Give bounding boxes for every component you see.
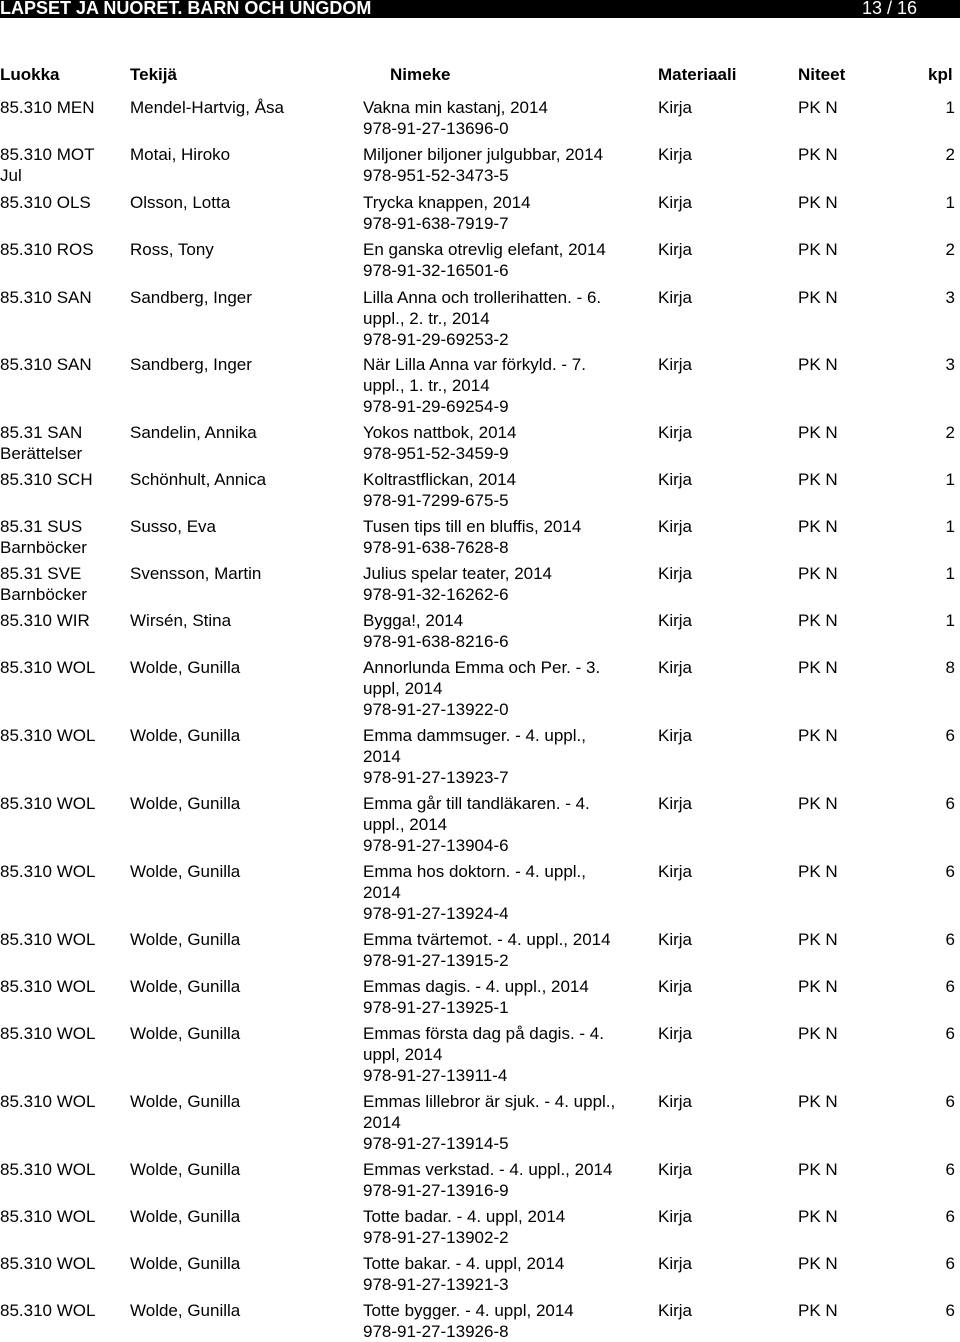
title	[363, 1206, 653, 1248]
title-line: Totte bygger. - 4. uppl, 2014	[363, 1301, 574, 1320]
class-code-line: 85.310 WOL	[0, 794, 96, 813]
class-code	[0, 469, 125, 490]
material: Kirja	[658, 1254, 693, 1273]
copies-location: PK N	[798, 862, 838, 881]
class-code-line: 85.310 ROS	[0, 240, 94, 259]
author: Schönhult, Annica	[130, 470, 267, 489]
material: Kirja	[658, 145, 693, 164]
author: Wolde, Gunilla	[130, 1254, 241, 1273]
class-code	[0, 861, 125, 882]
copies-location: PK N	[798, 794, 838, 813]
class-code	[0, 422, 125, 464]
author: Mendel-Hartvig, Åsa	[130, 98, 285, 117]
class-code	[0, 97, 125, 118]
author: Wirsén, Stina	[130, 611, 232, 630]
copies-count: 6	[945, 1207, 955, 1226]
author: Motai, Hiroko	[130, 145, 231, 164]
class-code-line: Barnböcker	[0, 538, 87, 557]
class-code-line: 85.310 WOL	[0, 1160, 96, 1179]
document-title: LAPSET JA NUORET. BARN OCH UNGDOM	[0, 0, 372, 18]
material: Kirja	[658, 564, 693, 583]
title-line: Totte badar. - 4. uppl, 2014	[363, 1207, 566, 1226]
copies-location: PK N	[798, 1301, 838, 1320]
title-line: 978-91-27-13926-8	[363, 1322, 509, 1341]
author: Wolde, Gunilla	[130, 1160, 241, 1179]
author: Wolde, Gunilla	[130, 1024, 241, 1043]
class-code-line: 85.310 WOL	[0, 1254, 96, 1273]
title-line: 978-951-52-3459-9	[363, 444, 509, 463]
copies-location: PK N	[798, 470, 838, 489]
class-code-line: 85.310 WOL	[0, 1301, 96, 1320]
copies-count: 6	[945, 1160, 955, 1179]
class-code	[0, 793, 125, 814]
class-code-line: 85.31 SUS	[0, 517, 83, 536]
title-line: uppl., 2. tr., 2014	[363, 309, 490, 328]
copies-location: PK N	[798, 193, 838, 212]
title-line: Emma hos doktorn. - 4. uppl.,	[363, 862, 586, 881]
copies-location: PK N	[798, 517, 838, 536]
column-header-materiaali: Materiaali	[658, 65, 737, 84]
copies-count: 6	[945, 977, 955, 996]
author: Svensson, Martin	[130, 564, 262, 583]
title-line: Yokos nattbok, 2014	[363, 423, 517, 442]
title	[363, 287, 653, 350]
class-code-line: 85.310 MOT	[0, 145, 95, 164]
title	[363, 516, 653, 558]
title-line: 978-91-32-16262-6	[363, 585, 509, 604]
class-code-line: 85.31 SAN	[0, 423, 83, 442]
author: Wolde, Gunilla	[130, 1301, 241, 1320]
class-code-line: 85.310 WOL	[0, 658, 96, 677]
class-code	[0, 1206, 125, 1227]
material: Kirja	[658, 862, 693, 881]
title	[363, 657, 653, 720]
material: Kirja	[658, 1160, 693, 1179]
copies-count: 6	[945, 1024, 955, 1043]
column-header-tekija: Tekijä	[130, 65, 177, 84]
title	[363, 1300, 653, 1342]
title	[363, 1023, 653, 1086]
title	[363, 976, 653, 1018]
copies-count: 1	[945, 517, 955, 536]
author: Wolde, Gunilla	[130, 658, 241, 677]
title-line: 978-91-27-13925-1	[363, 998, 509, 1017]
class-code-line: Berättelser	[0, 444, 83, 463]
copies-location: PK N	[798, 1160, 838, 1179]
title-line: 2014	[363, 747, 401, 766]
copies-count: 2	[945, 145, 955, 164]
title-line: 978-91-27-13911-4	[363, 1066, 508, 1085]
header-bar	[0, 0, 960, 18]
column-header-nimeke: Nimeke	[390, 65, 451, 84]
title-line: Emma dammsuger. - 4. uppl.,	[363, 726, 586, 745]
class-code-line: 85.310 WOL	[0, 1092, 96, 1111]
column-header-luokka: Luokka	[0, 65, 60, 84]
class-code	[0, 976, 125, 997]
copies-location: PK N	[798, 1024, 838, 1043]
material: Kirja	[658, 288, 693, 307]
column-header-kpl: kpl	[928, 65, 953, 84]
title-line: 978-91-27-13916-9	[363, 1181, 509, 1200]
copies-location: PK N	[798, 930, 838, 949]
class-code-line: 85.310 WOL	[0, 862, 96, 881]
class-code-line: 85.310 WOL	[0, 1024, 96, 1043]
author: Wolde, Gunilla	[130, 977, 241, 996]
class-code	[0, 1253, 125, 1274]
class-code-line: 85.310 WOL	[0, 930, 96, 949]
material: Kirja	[658, 794, 693, 813]
class-code	[0, 929, 125, 950]
material: Kirja	[658, 193, 693, 212]
title-line: Tusen tips till en bluffis, 2014	[363, 517, 582, 536]
material: Kirja	[658, 470, 693, 489]
title-line: 978-91-7299-675-5	[363, 491, 509, 510]
title	[363, 144, 653, 186]
title-line: 978-91-638-7628-8	[363, 538, 509, 557]
title-line: 978-91-27-13914-5	[363, 1134, 509, 1153]
copies-location: PK N	[798, 1207, 838, 1226]
copies-location: PK N	[798, 658, 838, 677]
class-code-line: 85.310 WOL	[0, 726, 96, 745]
author: Wolde, Gunilla	[130, 726, 241, 745]
copies-count: 2	[945, 240, 955, 259]
copies-location: PK N	[798, 977, 838, 996]
author: Sandberg, Inger	[130, 355, 252, 374]
class-code	[0, 1159, 125, 1180]
title-line: Julius spelar teater, 2014	[363, 564, 553, 583]
class-code	[0, 610, 125, 631]
copies-location: PK N	[798, 288, 838, 307]
author: Wolde, Gunilla	[130, 862, 241, 881]
title-line: uppl., 1. tr., 2014	[363, 376, 490, 395]
title-line: Emmas dagis. - 4. uppl., 2014	[363, 977, 589, 996]
copies-count: 1	[945, 98, 955, 117]
title-line: Emmas första dag på dagis. - 4.	[363, 1024, 604, 1043]
class-code	[0, 725, 125, 746]
class-code	[0, 239, 125, 260]
class-code	[0, 354, 125, 375]
author: Wolde, Gunilla	[130, 794, 241, 813]
title	[363, 469, 653, 511]
title-line: Emma tvärtemot. - 4. uppl., 2014	[363, 930, 611, 949]
page-number: 13 / 16	[862, 0, 918, 18]
title-line: 978-91-27-13902-2	[363, 1228, 509, 1247]
class-code-line: 85.310 SCH	[0, 470, 93, 489]
title	[363, 1091, 653, 1154]
class-code	[0, 1023, 125, 1044]
title-line: Emmas verkstad. - 4. uppl., 2014	[363, 1160, 613, 1179]
title	[363, 192, 653, 234]
copies-location: PK N	[798, 355, 838, 374]
author: Susso, Eva	[130, 517, 216, 536]
title-line: 978-91-27-13924-4	[363, 904, 509, 923]
title	[363, 929, 653, 971]
column-header-niteet: Niteet	[798, 65, 846, 84]
title-line: Emmas lillebror är sjuk. - 4. uppl.,	[363, 1092, 616, 1111]
class-code-line: 85.31 SVE	[0, 564, 82, 583]
class-code	[0, 144, 125, 186]
title-line: En ganska otrevlig elefant, 2014	[363, 240, 606, 259]
copies-location: PK N	[798, 98, 838, 117]
material: Kirja	[658, 726, 693, 745]
material: Kirja	[658, 517, 693, 536]
class-code	[0, 287, 125, 308]
class-code	[0, 516, 125, 558]
class-code-line: 85.310 WOL	[0, 977, 96, 996]
class-code-line: 85.310 SAN	[0, 355, 92, 374]
class-code-line: Barnböcker	[0, 585, 87, 604]
copies-count: 8	[945, 658, 955, 677]
copies-count: 6	[945, 726, 955, 745]
material: Kirja	[658, 240, 693, 259]
class-code-line: 85.310 WIR	[0, 611, 90, 630]
author: Wolde, Gunilla	[130, 1092, 241, 1111]
title-line: 978-91-27-13696-0	[363, 119, 509, 138]
title-line: 978-91-638-7919-7	[363, 214, 509, 233]
class-code-line: 85.310 WOL	[0, 1207, 96, 1226]
title	[363, 610, 653, 652]
title-line: uppl, 2014	[363, 1045, 443, 1064]
class-code-line: 85.310 OLS	[0, 193, 91, 212]
title-line: 978-91-29-69254-9	[363, 397, 509, 416]
title-line: Miljoner biljoner julgubbar, 2014	[363, 145, 604, 164]
material: Kirja	[658, 355, 693, 374]
title	[363, 725, 653, 788]
author: Olsson, Lotta	[130, 193, 231, 212]
class-code	[0, 563, 125, 605]
material: Kirja	[658, 423, 693, 442]
title-line: 978-91-27-13923-7	[363, 768, 509, 787]
material: Kirja	[658, 658, 693, 677]
copies-location: PK N	[798, 240, 838, 259]
title-line: Koltrastflickan, 2014	[363, 470, 517, 489]
copies-count: 6	[945, 794, 955, 813]
author: Wolde, Gunilla	[130, 1207, 241, 1226]
title	[363, 793, 653, 856]
title-line: 978-91-29-69253-2	[363, 330, 509, 349]
title-line: 978-91-27-13904-6	[363, 836, 509, 855]
copies-count: 1	[945, 611, 955, 630]
title-line: 978-951-52-3473-5	[363, 166, 509, 185]
copies-count: 3	[945, 288, 955, 307]
material: Kirja	[658, 98, 693, 117]
title-line: 2014	[363, 1113, 401, 1132]
title-line: 978-91-32-16501-6	[363, 261, 509, 280]
material: Kirja	[658, 930, 693, 949]
title-line: Lilla Anna och trollerihatten. - 6.	[363, 288, 602, 307]
copies-count: 2	[945, 423, 955, 442]
title-line: uppl., 2014	[363, 815, 448, 834]
class-code-line: 85.310 SAN	[0, 288, 92, 307]
copies-location: PK N	[798, 564, 838, 583]
title-line: Totte bakar. - 4. uppl, 2014	[363, 1254, 565, 1273]
material: Kirja	[658, 977, 693, 996]
class-code-line: Jul	[0, 166, 22, 185]
class-code	[0, 657, 125, 678]
copies-count: 6	[945, 1092, 955, 1111]
class-code	[0, 1300, 125, 1321]
title-line: Emma går till tandläkaren. - 4.	[363, 794, 590, 813]
copies-count: 1	[945, 564, 955, 583]
class-code	[0, 192, 125, 213]
title-line: 978-91-638-8216-6	[363, 632, 509, 651]
copies-count: 3	[945, 355, 955, 374]
title	[363, 1159, 653, 1201]
title	[363, 861, 653, 924]
title-line: Trycka knappen, 2014	[363, 193, 531, 212]
title-line: 978-91-27-13915-2	[363, 951, 509, 970]
material: Kirja	[658, 1024, 693, 1043]
title-line: Annorlunda Emma och Per. - 3.	[363, 658, 601, 677]
copies-location: PK N	[798, 611, 838, 630]
material: Kirja	[658, 1207, 693, 1226]
copies-count: 1	[945, 193, 955, 212]
title	[363, 563, 653, 605]
copies-count: 6	[945, 862, 955, 881]
title-line: 2014	[363, 883, 401, 902]
copies-count: 1	[945, 470, 955, 489]
copies-location: PK N	[798, 1254, 838, 1273]
title-line: uppl, 2014	[363, 679, 443, 698]
author: Sandelin, Annika	[130, 423, 257, 442]
copies-count: 6	[945, 1254, 955, 1273]
author: Sandberg, Inger	[130, 288, 252, 307]
author: Wolde, Gunilla	[130, 930, 241, 949]
title	[363, 422, 653, 464]
title	[363, 239, 653, 281]
title-line: 978-91-27-13922-0	[363, 700, 509, 719]
author: Ross, Tony	[130, 240, 214, 259]
class-code-line: 85.310 MEN	[0, 98, 95, 117]
copies-count: 6	[945, 1301, 955, 1320]
material: Kirja	[658, 611, 693, 630]
title-line: Vakna min kastanj, 2014	[363, 98, 548, 117]
copies-location: PK N	[798, 145, 838, 164]
copies-location: PK N	[798, 423, 838, 442]
title-line: När Lilla Anna var förkyld. - 7.	[363, 355, 586, 374]
title-line: Bygga!, 2014	[363, 611, 464, 630]
material: Kirja	[658, 1301, 693, 1320]
title-line: 978-91-27-13921-3	[363, 1275, 509, 1294]
copies-count: 6	[945, 930, 955, 949]
material: Kirja	[658, 1092, 693, 1111]
title	[363, 97, 653, 139]
title	[363, 354, 653, 417]
copies-location: PK N	[798, 1092, 838, 1111]
copies-location: PK N	[798, 726, 838, 745]
class-code	[0, 1091, 125, 1112]
title	[363, 1253, 653, 1295]
